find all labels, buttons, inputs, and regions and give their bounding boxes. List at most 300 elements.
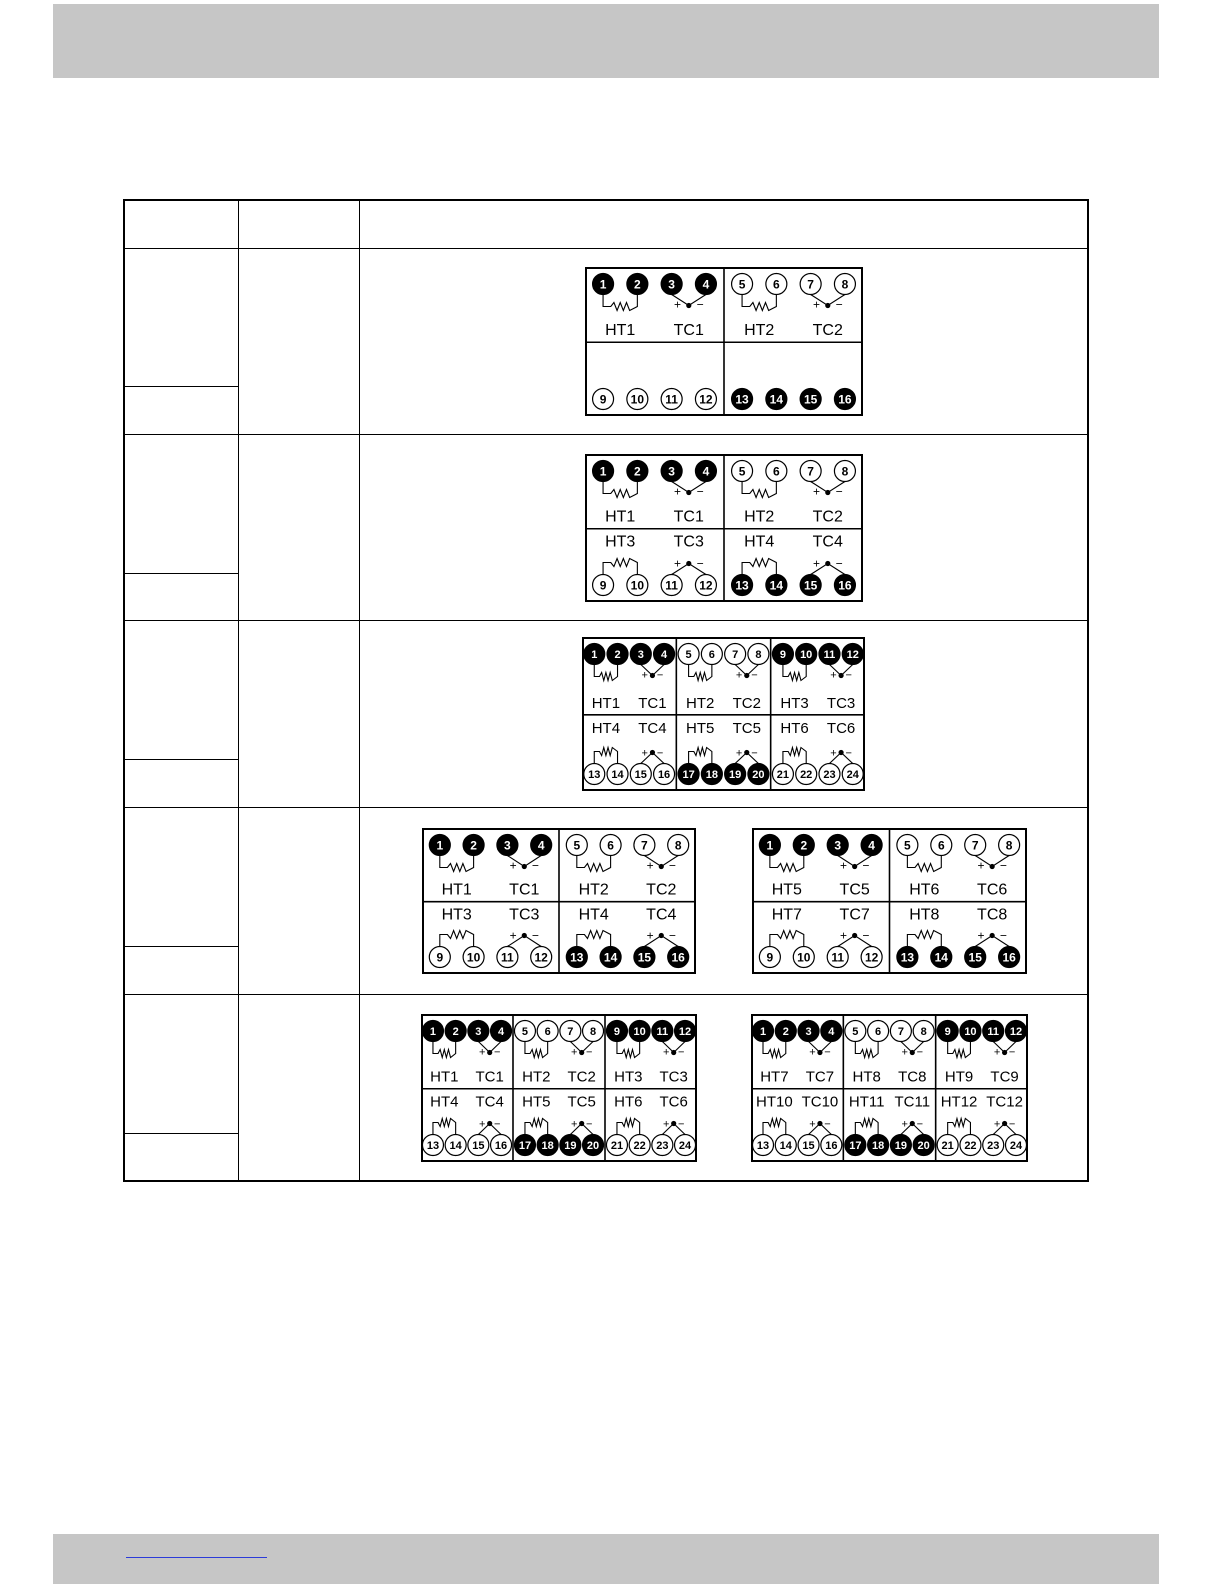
polarity-sign: − [1008,1046,1016,1059]
terminal [661,274,682,295]
polarity-sign: + [809,1118,816,1131]
polarity-sign: + [478,1118,486,1131]
wiring-diagram [752,828,1027,974]
channel-label: TC2 [646,881,677,899]
polarity-sign: − [677,1046,685,1059]
junction-dot [825,561,830,566]
channel-label: HT1 [430,1068,459,1086]
terminal-number: 15 [803,392,818,407]
terminal-number: 4 [828,1025,835,1038]
channel-label: HT4 [430,1093,459,1111]
channel-label: HT5 [686,719,715,737]
terminal [800,461,821,482]
terminal-number: 10 [797,950,811,965]
channel-label: HT11 [848,1093,885,1111]
terminal-number: 18 [871,1139,885,1152]
polarity-sign: + [993,1046,1001,1059]
polarity-sign: − [585,1046,593,1059]
terminal [668,947,689,968]
terminal-number: 20 [752,768,765,781]
terminal [695,389,716,410]
polarity-sign: + [570,1046,578,1059]
terminal-number: 12 [678,1025,692,1038]
terminal-number: 2 [800,838,808,853]
junction-dot [686,303,691,308]
terminal [497,835,518,856]
terminal-number: 4 [537,838,545,853]
terminal-number: 17 [682,768,695,781]
terminal [593,389,614,410]
junction-dot [650,673,655,678]
junction-dot [671,1050,676,1055]
terminal [491,1021,512,1042]
terminal [800,274,821,295]
polarity-sign: + [812,297,820,312]
terminal-number: 8 [674,838,682,853]
junction-dot [1002,1121,1007,1126]
terminal [913,1135,934,1156]
terminal-number: 12 [699,392,713,407]
channel-label: HT1 [591,694,621,712]
terminal-number: 14 [769,578,784,593]
channel-label: HT2 [744,508,775,526]
terminal-number: 23 [823,768,836,781]
junction-dot [686,561,691,566]
terminal [798,1135,819,1156]
terminal [732,389,753,410]
polarity-sign: − [916,1118,924,1131]
terminal-number: 15 [802,1139,815,1152]
terminal [661,389,682,410]
terminal-number: 11 [501,950,514,965]
junction-dot [910,1050,915,1055]
terminal-number: 15 [637,950,652,965]
terminal-number: 10 [466,950,481,965]
terminal [566,947,587,968]
channel-label: TC8 [898,1068,927,1086]
channel-label: TC4 [638,719,667,737]
terminal-number: 12 [846,648,859,661]
terminal [748,644,769,665]
channel-label: HT12 [940,1093,978,1111]
terminal-number: 7 [732,648,739,661]
polarity-sign: − [493,1046,501,1059]
terminal-number: 16 [838,392,852,407]
terminal [463,835,484,856]
terminal [630,764,651,785]
terminal [897,835,918,856]
terminal-number: 4 [702,464,710,479]
terminal-number: 16 [671,950,685,965]
wiring-diagram [751,1014,1028,1162]
channel-label: TC4 [646,906,677,924]
terminal-number: 11 [656,1025,669,1038]
terminal [725,764,746,785]
terminal [772,644,793,665]
terminal [897,947,918,968]
channel-label: TC6 [659,1093,688,1111]
cell-divider [125,1133,238,1134]
channel-label: HT1 [605,322,636,340]
terminal [759,835,780,856]
polarity-sign: + [646,928,654,943]
terminal-number: 14 [611,768,624,781]
terminal [629,1135,650,1156]
junction-dot [817,1121,822,1126]
polarity-sign: − [824,1046,831,1059]
terminal-number: 12 [864,950,879,965]
terminal-number: 19 [894,1139,908,1152]
row-divider [125,994,1087,995]
terminal [422,1135,443,1156]
terminal [842,644,863,665]
terminal-number: 14 [603,950,618,965]
polarity-sign: + [478,1046,486,1059]
terminal [652,1021,673,1042]
polarity-sign: − [585,1118,593,1131]
terminal-number: 11 [665,578,678,593]
terminal [593,461,614,482]
polarity-sign: − [531,928,539,943]
terminal-number: 21 [776,768,790,781]
terminal [793,835,814,856]
terminal-number: 17 [849,1139,862,1152]
polarity-sign: − [668,858,676,873]
terminal-number: 15 [472,1139,485,1152]
terminal-number: 19 [729,768,742,781]
channel-label: HT5 [771,881,802,899]
terminal [1005,1021,1026,1042]
footer-bar [53,1534,1159,1584]
junction-dot [522,933,527,938]
polarity-sign: + [641,747,648,760]
terminal [798,1021,819,1042]
terminal-number: 8 [1005,838,1013,853]
terminal [821,1135,842,1156]
terminal [468,1021,489,1042]
terminal [600,947,621,968]
terminal-number: 5 [738,464,746,479]
polarity-sign: − [835,297,843,312]
terminal [775,1135,796,1156]
polarity-sign: + [735,747,743,760]
terminal [627,389,648,410]
terminal-number: 16 [494,1139,508,1152]
terminal [845,1135,866,1156]
terminal [725,644,746,665]
channel-label: TC9 [990,1068,1019,1086]
terminal-number: 7 [567,1025,574,1038]
channel-label: TC8 [977,906,1008,924]
junction-dot [487,1121,492,1126]
terminal-number: 2 [634,464,641,479]
polarity-sign: − [835,556,843,571]
junction-dot [744,673,749,678]
terminal-number: 1 [599,464,607,479]
terminal [931,947,952,968]
polarity-sign: − [1008,1118,1016,1131]
terminal [759,947,780,968]
terminal [913,1021,934,1042]
junction-dot [825,303,830,308]
channel-label: TC3 [826,694,856,712]
terminal [661,575,682,596]
terminal-number: 7 [971,838,979,853]
channel-label: HT3 [441,906,472,924]
terminal [583,1021,604,1042]
junction-dot [671,1121,676,1126]
terminal [796,764,817,785]
cell-divider [125,386,238,387]
terminal-number: 22 [964,1139,977,1152]
terminal-number: 20 [586,1139,600,1152]
channel-label: HT6 [614,1093,643,1111]
terminal-number: 21 [941,1139,954,1152]
terminal [531,947,552,968]
footer-link-underline[interactable] [126,1557,267,1558]
terminal-number: 2 [782,1025,789,1038]
terminal-number: 24 [1009,1139,1023,1152]
column-divider [359,201,360,1180]
terminal-number: 2 [452,1025,459,1038]
terminal-number: 9 [599,578,607,593]
terminal-number: 11 [823,648,836,661]
terminal-number: 14 [934,950,948,965]
terminal [701,644,722,665]
channel-label: HT2 [686,694,715,712]
wiring-diagram [582,637,865,791]
junction-dot [744,750,749,755]
polarity-sign: − [845,747,852,760]
terminal [861,947,882,968]
channel-label: TC1 [475,1068,504,1086]
polarity-sign: + [809,1046,816,1059]
channel-label: TC5 [732,719,761,737]
channel-label: HT5 [522,1093,551,1111]
channel-label: HT2 [522,1068,551,1086]
channel-label: HT8 [909,906,940,924]
terminal-number: 16 [1002,950,1016,965]
terminal [753,1021,774,1042]
terminal-number: 13 [735,392,749,407]
terminal-number: 4 [661,648,668,661]
polarity-sign: + [901,1046,908,1059]
terminal-number: 3 [834,838,842,853]
terminal-number: 8 [920,1025,927,1038]
terminal-number: 12 [699,578,713,593]
polarity-sign: − [656,747,664,760]
channel-label: TC11 [894,1093,931,1111]
channel-label: HT3 [780,694,809,712]
terminal-number: 3 [475,1025,482,1038]
polarity-sign: + [641,669,648,682]
terminal [983,1021,1004,1042]
polarity-sign: + [812,556,820,571]
column-divider [238,201,239,1180]
wiring-diagram [421,1014,697,1162]
terminal-number: 13 [756,1139,770,1152]
terminal [661,461,682,482]
row-divider [125,248,1087,249]
channel-label: HT2 [744,322,775,340]
terminal [634,947,655,968]
terminal-number: 4 [702,277,710,292]
terminal-number: 10 [633,1025,646,1038]
terminal [732,575,753,596]
terminal [600,835,621,856]
terminal-number: 4 [497,1025,505,1038]
channel-label: HT6 [909,881,940,899]
terminal-number: 15 [634,768,647,781]
channel-label: TC4 [475,1093,504,1111]
channel-label: HT4 [744,533,775,551]
channel-label: HT7 [771,906,802,924]
terminal [766,389,787,410]
channel-label: TC6 [977,881,1008,899]
terminal-number: 6 [708,648,715,661]
channel-label: HT9 [944,1068,974,1086]
terminal [514,1021,535,1042]
junction-dot [990,864,995,869]
polarity-sign: + [662,1046,670,1059]
terminal-number: 21 [610,1139,624,1152]
terminal [607,764,628,785]
terminal [445,1135,466,1156]
terminal [429,947,450,968]
terminal [868,1021,889,1042]
terminal [834,389,855,410]
terminal [675,1021,696,1042]
terminal-number: 9 [779,648,786,661]
channel-label: HT4 [591,719,621,737]
terminal [845,1021,866,1042]
terminal [463,947,484,968]
terminal-number: 8 [589,1025,597,1038]
junction-dot [839,750,844,755]
channel-label: TC1 [673,322,704,340]
terminal [468,1135,489,1156]
terminal [627,274,648,295]
channel-label: TC5 [839,881,870,899]
terminal [766,575,787,596]
cell-divider [125,946,238,947]
polarity-sign: + [673,484,681,499]
polarity-sign: + [977,928,985,943]
terminal-number: 13 [588,768,601,781]
terminal-number: 24 [678,1139,692,1152]
junction-dot [650,750,655,755]
terminal-number: 3 [668,277,675,292]
polarity-sign: + [509,858,517,873]
junction-dot [659,933,664,938]
terminal-number: 23 [987,1139,1000,1152]
terminal [960,1021,981,1042]
terminal [537,1021,558,1042]
polarity-sign: + [812,484,820,499]
terminal-number: 6 [607,838,614,853]
terminal [827,835,848,856]
terminal-number: 16 [838,578,852,593]
terminal-number: 24 [846,768,859,781]
terminal-number: 6 [937,838,945,853]
terminal [695,575,716,596]
polarity-sign: − [677,1118,685,1131]
channel-label: TC7 [805,1068,835,1086]
terminal-number: 8 [841,464,849,479]
channel-label: TC1 [638,694,667,712]
terminal [800,575,821,596]
terminal-number: 14 [779,1139,792,1152]
polarity-sign: + [830,669,837,682]
polarity-sign: − [493,1118,501,1131]
terminal [1005,1135,1026,1156]
terminal [654,644,675,665]
terminal [537,1135,558,1156]
terminal [497,947,518,968]
polarity-sign: − [824,1118,831,1131]
channel-label: HT4 [578,906,609,924]
polarity-sign: + [570,1118,578,1131]
terminal [842,764,863,785]
terminal-number: 12 [534,950,548,965]
polarity-sign: − [835,484,843,499]
terminal-number: 13 [426,1139,440,1152]
terminal-number: 10 [630,392,645,407]
terminal [965,835,986,856]
terminal-number: 5 [521,1025,529,1038]
terminal-number: 17 [518,1139,532,1152]
terminal-number: 5 [738,277,746,292]
terminal-number: 1 [591,648,598,661]
junction-dot [487,1050,492,1055]
junction-dot [659,864,664,869]
polarity-sign: + [662,1118,670,1131]
terminal [678,764,699,785]
channel-label: HT2 [578,881,609,899]
terminal-number: 7 [641,838,648,853]
polarity-sign: − [696,556,704,571]
channel-label: TC5 [567,1093,596,1111]
terminal-number: 22 [633,1139,646,1152]
terminal-number: 10 [964,1025,977,1038]
terminal [560,1135,581,1156]
terminal [445,1021,466,1042]
terminal-number: 9 [436,950,444,965]
terminal [514,1135,535,1156]
channel-label: HT10 [756,1093,793,1111]
terminal [606,1135,627,1156]
terminal-number: 16 [825,1139,838,1152]
terminal [819,644,840,665]
terminal [630,644,651,665]
terminal [748,764,769,785]
terminal [422,1021,443,1042]
polarity-sign: − [696,297,704,312]
terminal [627,575,648,596]
terminal-number: 13 [735,578,749,593]
terminal [531,835,552,856]
polarity-sign: − [845,669,852,682]
terminal [766,461,787,482]
terminal [593,274,614,295]
polarity-sign: − [668,928,676,943]
terminal-number: 9 [766,950,774,965]
junction-dot [686,490,691,495]
terminal-number: 9 [944,1025,951,1038]
terminal-number: 3 [668,464,675,479]
terminal [965,947,986,968]
terminal-number: 18 [541,1139,554,1152]
